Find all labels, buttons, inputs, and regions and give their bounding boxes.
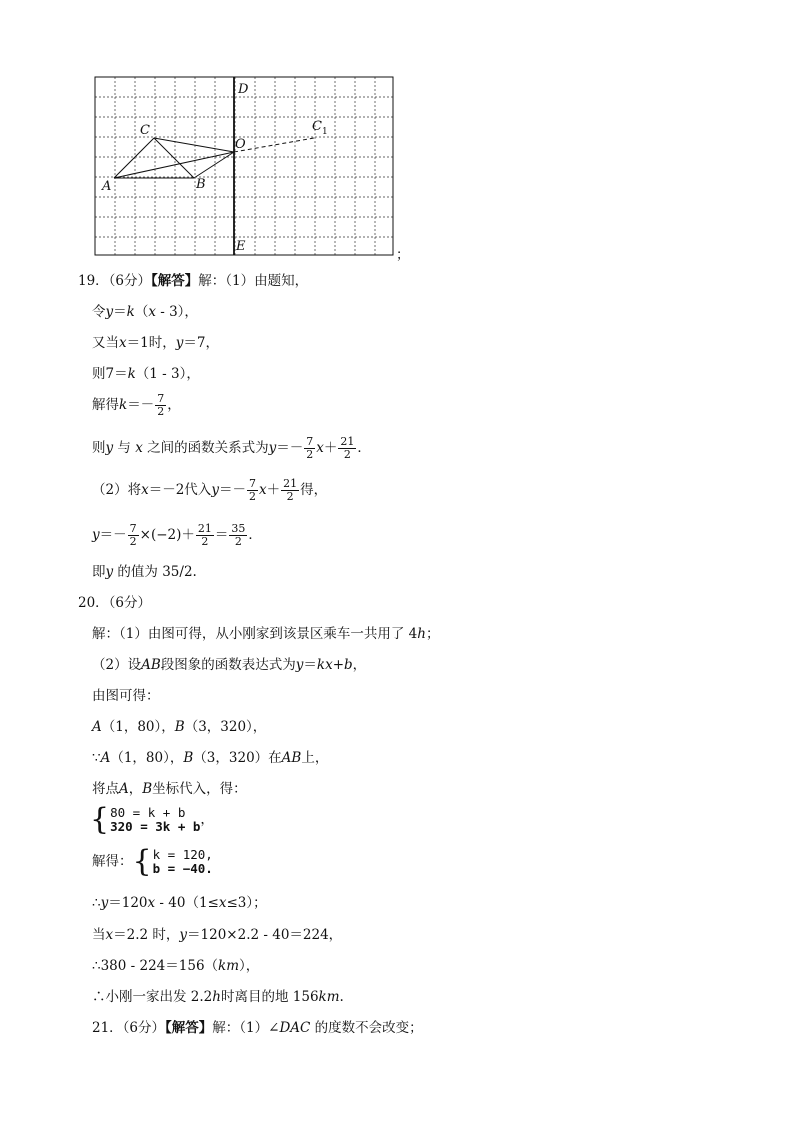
q20-line-part2: （2）设AB段图象的函数表达式为y＝kx+b， (92, 657, 367, 673)
q20-line-expression: ∴y＝120x - 40（1≤x≤3）； (92, 895, 267, 911)
grid-lines (95, 77, 393, 255)
fraction: $\frac{21}{2}$ (340, 435, 355, 461)
label-b: B (196, 177, 206, 192)
q20-line-part1: 解：（1）由图可得，从小刚家到该景区乘车一共用了 4h； (92, 626, 440, 642)
q19-line-substitute: （2）将x＝－2代入y＝－ $\frac{7}{2}$ x＋ $\frac{21}{2}$ 得， (92, 477, 328, 503)
q19-line-function: 则y 与 x 之间的函数关系式为y＝－ $\frac{7}{2}$ x＋ $\frac{21}{2}$ ． (92, 435, 371, 461)
q20-line-from-graph: 由图可得： (92, 688, 160, 704)
segment-ac (114, 138, 154, 178)
segment-ao (114, 152, 234, 178)
label-c1-subscript: 1 (322, 127, 328, 137)
grid-figure (90, 72, 406, 262)
q20-line-difference: ∴380 - 224＝156（km）， (92, 958, 260, 974)
label-c: C (140, 123, 150, 138)
q20-line-substitute: 将点A，B坐标代入，得： (92, 781, 247, 797)
label-e: E (236, 239, 246, 254)
q20-line-on-ab: ∵A（1，80），B（3，320）在AB上， (92, 750, 329, 766)
figure-trailing-semicolon: ； (396, 247, 410, 263)
fraction: $\frac{7}{2}$ (306, 435, 314, 461)
label-d: D (238, 82, 249, 97)
q20-solution-system: 解得：{ k = 120, b = −40. (92, 844, 213, 879)
fraction: $\frac{7}{2}$ (248, 477, 256, 503)
brace-icon: { (132, 844, 152, 879)
segment-oc1-dashed (234, 138, 314, 152)
fraction: $\frac{7}{2}$ (129, 522, 137, 548)
q19-line-let: 令y＝k（x - 3）， (92, 304, 198, 320)
q21-heading: 21．（6分）【解答】解：（1）∠DAC 的度数不会改变； (92, 1020, 423, 1036)
q20-heading: 20．（6分） (78, 595, 152, 611)
brace-icon: { (90, 802, 110, 837)
q19-line-compute: y＝－ $\frac{7}{2}$ ×(−2)＋ $\frac{21}{2}$ ＝ $\frac{35}{2}$ ． (92, 522, 262, 548)
q19-line-when: 又当x＝1时，y＝7， (92, 335, 219, 351)
q20-line-conclusion: ∴小刚一家出发 2.2h时离目的地 156km. (92, 989, 344, 1005)
q19-line-then: 则7＝k（1 - 3）， (92, 366, 200, 382)
fraction: $\frac{21}{2}$ (283, 477, 298, 503)
label-a: A (102, 179, 112, 194)
fraction: $\frac{7}{2}$ (157, 392, 165, 418)
q19-heading: 19．（6分）【解答】解：（1）由题知， (78, 273, 309, 289)
q20-line-evaluate: 当x＝2.2 时，y＝120×2.2 - 40＝224， (92, 927, 343, 943)
fraction: $\frac{35}{2}$ (231, 522, 246, 548)
q19-line-solve-k: 解得k＝－ $\frac{7}{2}$ ， (92, 392, 181, 418)
grid-border (95, 77, 393, 255)
label-o: O (235, 137, 246, 152)
fraction: $\frac{21}{2}$ (197, 522, 212, 548)
q20-line-points: A（1，80），B（3，320）， (92, 719, 267, 735)
q20-equation-system: { 80 = k + b 320 = 3k + b ， (90, 802, 214, 837)
label-c1: C (312, 119, 322, 134)
q19-line-answer: 即y 的值为 35/2. (92, 564, 197, 580)
